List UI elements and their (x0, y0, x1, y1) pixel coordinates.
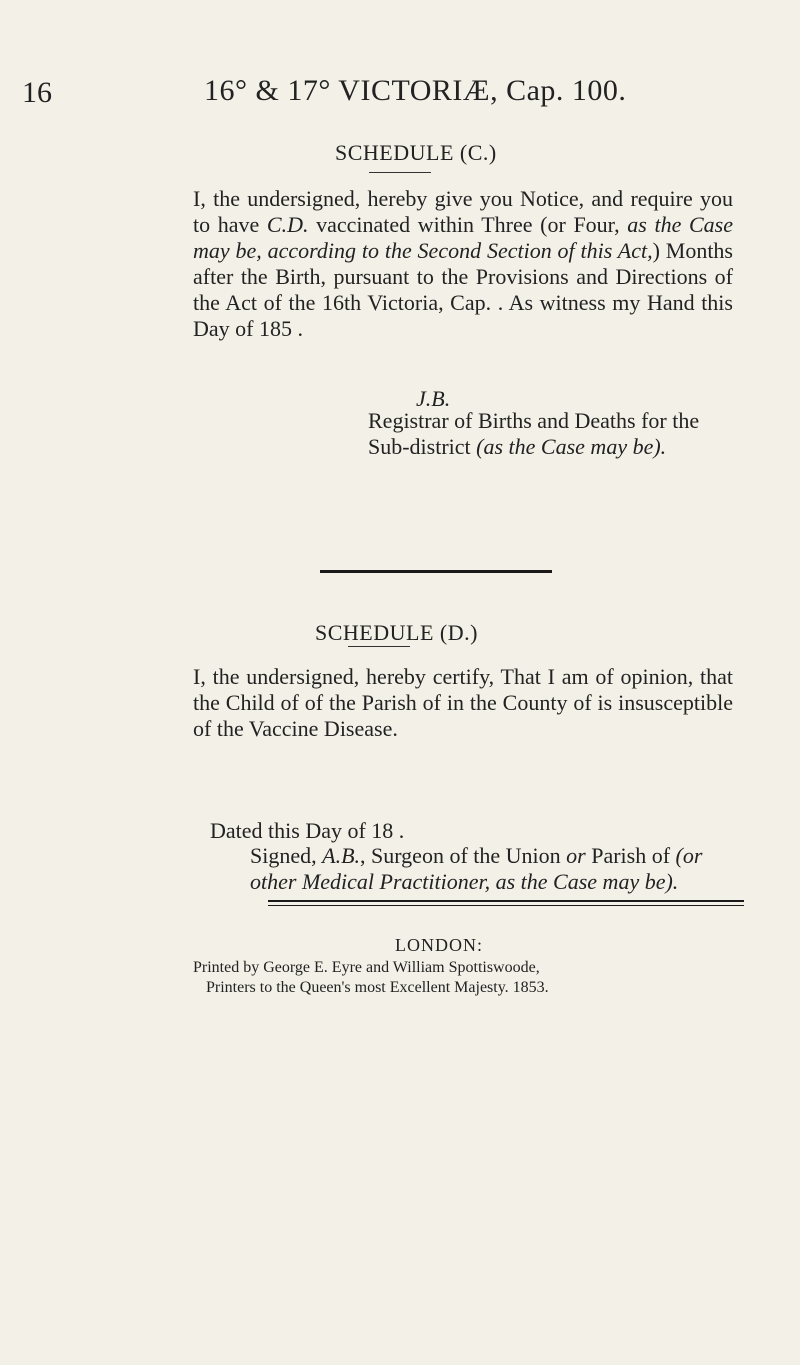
schedule-d-title: SCHEDULE (D.) (315, 620, 478, 645)
schedule-c-body-italic: as the Case may be, according to the Second Section of this Act, (193, 212, 733, 263)
schedule-c-body-part2: vaccinated within Three (or Four, (308, 212, 628, 237)
signed-italic: (or other Medical Practitioner, as the Case may be). (250, 843, 703, 894)
schedule-c-body-part1: I, the undersigned, hereby give you Notice, and require you to have (193, 186, 733, 237)
bottom-rule-thin (268, 905, 744, 906)
signature-initials: J.B. (416, 386, 451, 411)
section-divider (320, 570, 552, 573)
signed-ab: A.B. (322, 843, 361, 868)
signed-text-2: , Surgeon of the Union (360, 843, 567, 868)
dated-line: Dated this Day of 18 . (210, 818, 405, 843)
signed-text-3: Parish of (585, 843, 676, 868)
running-head: 16° & 17° VICTORIÆ, Cap. 100. (204, 74, 627, 107)
schedule-c-body (193, 186, 733, 342)
schedule-d-rule (348, 646, 410, 647)
schedule-c-body-cd: C.D. (266, 212, 309, 237)
signed-text: Signed, (250, 843, 323, 868)
bottom-rule (268, 900, 744, 902)
schedule-c-title: SCHEDULE (C.) (335, 140, 497, 165)
schedule-c-body-part3: ) Months after the Birth, pursuant to the Provisions and Directions of the Act of the 16th Victoria, Cap. . As witness my Hand this Day of 185 . (193, 238, 733, 341)
imprint-printed-by: Printed by George E. Eyre and William Spottiswoode, (193, 959, 540, 976)
imprint-city: LONDON: (395, 935, 483, 955)
imprint-printers-to: Printers to the Queen's most Excellent Majesty. 1853. (206, 979, 549, 996)
signed-or: or (566, 843, 586, 868)
registrar-line (368, 408, 738, 460)
page-number: 16 (22, 76, 52, 109)
registrar-italic: (as the Case may be). (476, 434, 667, 459)
registrar-text: Registrar of Births and Deaths for the Sub-district (368, 408, 700, 459)
schedule-c-rule (369, 172, 431, 173)
signed-block (250, 843, 740, 895)
schedule-d-body: I, the undersigned, hereby certify, That I am of opinion, that the Child of of the Parish of in the County of is insusceptible of the Vaccine Disease. (193, 664, 733, 741)
